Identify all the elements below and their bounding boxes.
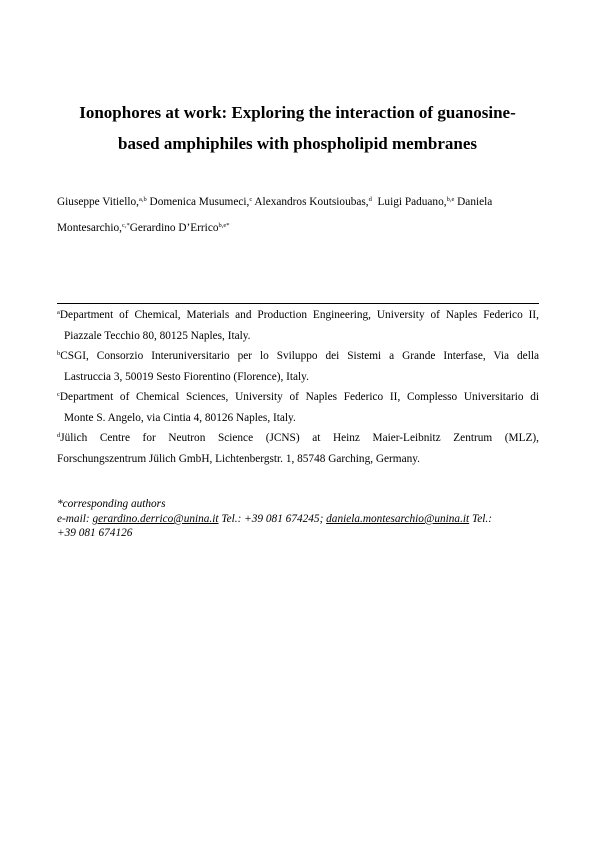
author-name: Montesarchio, xyxy=(57,222,122,234)
author-name: Giuseppe Vitiello, xyxy=(57,196,139,208)
affiliation-c-line-1 xyxy=(57,391,539,403)
affiliation-mark: d xyxy=(57,432,61,439)
author-name: Daniela xyxy=(454,196,493,208)
affiliation-c-line-2: Monte S. Angelo, via Cintia 4, 80126 Naples, Italy. xyxy=(64,412,296,424)
author-line-2 xyxy=(57,222,230,234)
title-line-2: based amphiphiles with phospholipid membranes xyxy=(118,134,477,153)
affiliation-b-line-1 xyxy=(57,350,539,362)
author-name: Alexandros Koutsioubas, xyxy=(252,196,369,208)
author-affiliation-mark: b,e* xyxy=(218,222,230,229)
email-link-derrico[interactable]: gerardino.derrico@unina.it xyxy=(92,513,219,525)
author-affiliation-mark: d xyxy=(368,196,372,203)
affiliation-mark: b xyxy=(57,350,61,357)
affiliation-d-line-2: Forschungszentrum Jülich GmbH, Lichtenbergstr. 1, 85748 Garching, Germany. xyxy=(57,453,421,465)
corresponding-label: *corresponding authors xyxy=(57,498,166,510)
author-name: Luigi Paduano, xyxy=(371,196,447,208)
author-line-1 xyxy=(57,196,492,208)
author-affiliation-mark: b,e xyxy=(446,196,455,203)
affiliation-text: CSGI, Consorzio Interuniversitario per lo Sviluppo dei Sistemi a Grande Interfase, Via della xyxy=(60,350,539,362)
phone-montesarchio: +39 081 674126 xyxy=(57,527,133,539)
email-label: e-mail: xyxy=(57,513,93,525)
affiliation-divider xyxy=(57,303,539,304)
author-affiliation-mark: c xyxy=(249,196,253,203)
affiliation-a-line-1 xyxy=(57,309,539,321)
author-name: Gerardino D’Errico xyxy=(129,222,219,234)
affiliation-mark: c xyxy=(57,391,60,398)
affiliation-mark: a xyxy=(57,309,60,316)
author-affiliation-mark: c,* xyxy=(121,222,130,229)
affiliation-b-line-2: Lastruccia 3, 50019 Sesto Fiorentino (Florence), Italy. xyxy=(64,371,309,383)
title-line-1: Ionophores at work: Exploring the interaction of guanosine- xyxy=(79,103,516,122)
phone-label-montesarchio: Tel.: xyxy=(469,513,492,525)
affiliation-d-line-1 xyxy=(57,432,539,444)
affiliation-a-line-2: Piazzale Tecchio 80, 80125 Naples, Italy. xyxy=(64,330,251,342)
affiliation-text: Jülich Centre for Neutron Science (JCNS) at Heinz Maier-Leibnitz Zentrum (MLZ), xyxy=(60,432,539,444)
author-name: Domenica Musumeci, xyxy=(146,196,250,208)
affiliation-text: Department of Chemical, Materials and Production Engineering, University of Naples Federico II, xyxy=(59,309,539,321)
phone-derrico: Tel.: +39 081 674245; xyxy=(218,513,327,525)
affiliation-text: Department of Chemical Sciences, University of Naples Federico II, Complesso Universitario di xyxy=(59,391,539,403)
corresponding-contact-line xyxy=(57,513,492,525)
email-link-montesarchio[interactable]: daniela.montesarchio@unina.it xyxy=(326,513,470,525)
author-affiliation-mark: a,b xyxy=(138,196,147,203)
